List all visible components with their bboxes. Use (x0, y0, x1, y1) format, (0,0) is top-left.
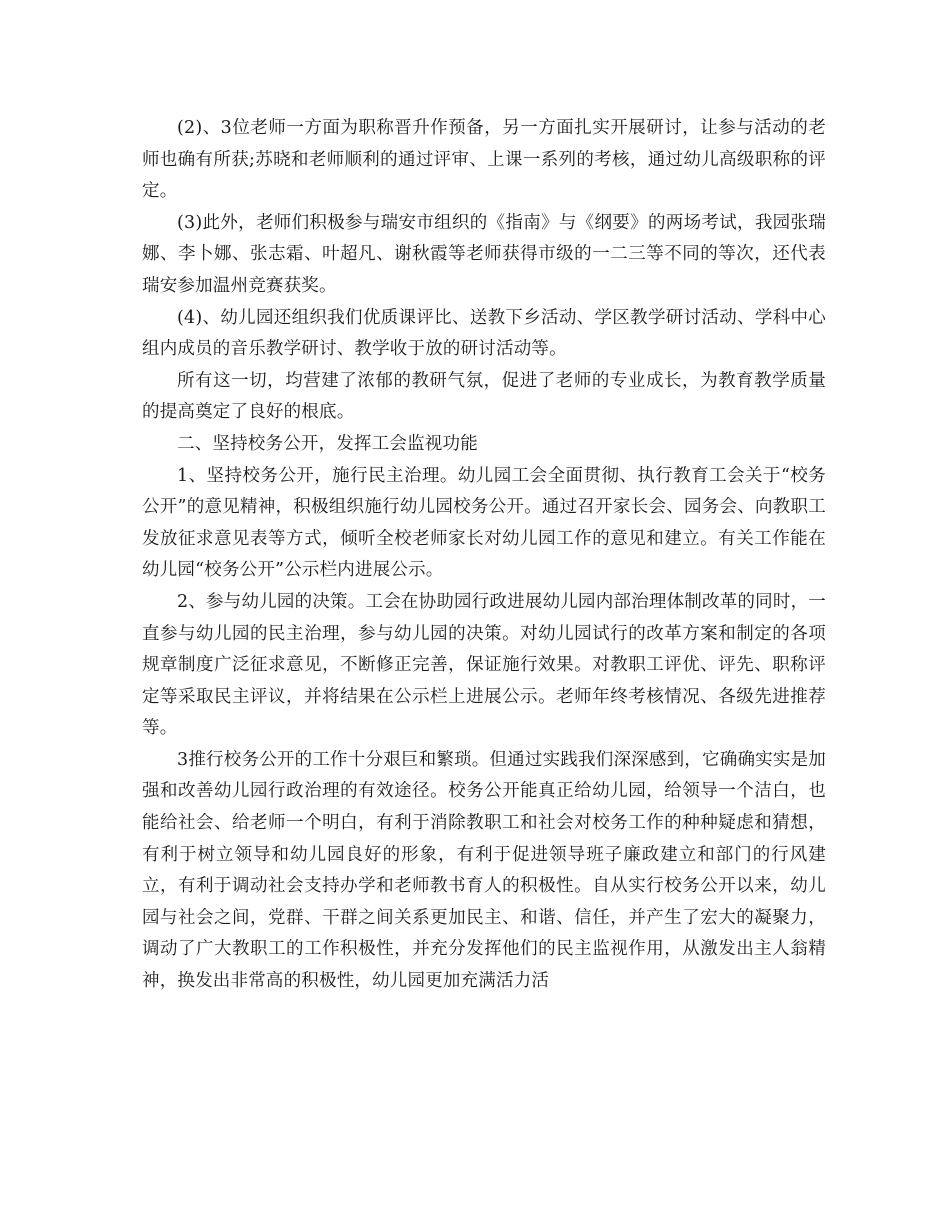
document-body (142, 113, 826, 998)
section-heading: 二、坚持校务公开，发挥工会监视功能 (177, 433, 478, 454)
paragraph-section-3: 3推行校务公开的工作十分艰巨和繁琐。但通过实践我们深深感到，它确确实实是加强和改善幼儿园行政治理的有效途径。校务公开能真正给幼儿园，给领导一个洁白，也能给社会、给老师一个明白，有利于消除教职工和社会对校务工作的种种疑虑和猜想，有利于树立领导和幼儿园良好的形象，有利于促进领导班子廉政建立和部门的行风建立，有利于调动社会支持办学和老师教书育人的积极性。自从实行校务公开以来，幼儿园与社会之间，党群、干群之间关系更加民主、和谐、信任，并产生了宏大的凝聚力，调动了广大教职工的工作积极性，并充分发挥他们的民主监视作用，从激发出主人翁精神，换发出非常高的积极性，幼儿园更加充满活力活 (142, 749, 826, 992)
paragraph-item-3: (3)此外，老师们积极参与瑞安市组织的《指南》与《纲要》的两场考试，我园张瑞娜、李卜娜、张志霜、叶超凡、谢秋霞等老师获得市级的一二三等不同的等次，还代表瑞安参加温州竞赛获奖。 (142, 212, 826, 296)
paragraph-item-4: (4)、幼儿园还组织我们优质课评比、送教下乡活动、学区教学研讨活动、学科中心组内成员的音乐教学研讨、教学收于放的研讨活动等。 (142, 307, 826, 360)
paragraph-section-2: 2、参与幼儿园的决策。工会在协助园行政进展幼儿园内部治理体制改革的同时，一直参与幼儿园的民主治理，参与幼儿园的决策。对幼儿园试行的改革方案和制定的各项规章制度广泛征求意见，不断修正完善，保证施行效果。对教职工评优、评先、职称评定等采取民主评议，并将结果在公示栏上进展公示。老师年终考核情况、各级先进推荐等。 (142, 591, 826, 739)
paragraph-item-2: (2)、3位老师一方面为职称晋升作预备，另一方面扎实开展研讨，让参与活动的老师也确有所获;苏晓和老师顺利的通过评审、上课一系列的考核，通过幼儿高级职称的评定。 (142, 118, 826, 202)
paragraph-summary: 所有这一切，均营建了浓郁的教研气氛，促进了老师的专业成长，为教育教学质量的提高奠定了良好的根底。 (142, 370, 826, 423)
paragraph-section-1: 1、坚持校务公开，施行民主治理。幼儿园工会全面贯彻、执行教育工会关于“校务公开”的意见精神，积极组织施行幼儿园校务公开。通过召开家长会、园务会、向教职工发放征求意见表等方式，倾听全校老师家长对幼儿园工作的意见和建立。有关工作能在幼儿园“校务公开”公示栏内进展公示。 (142, 465, 826, 581)
